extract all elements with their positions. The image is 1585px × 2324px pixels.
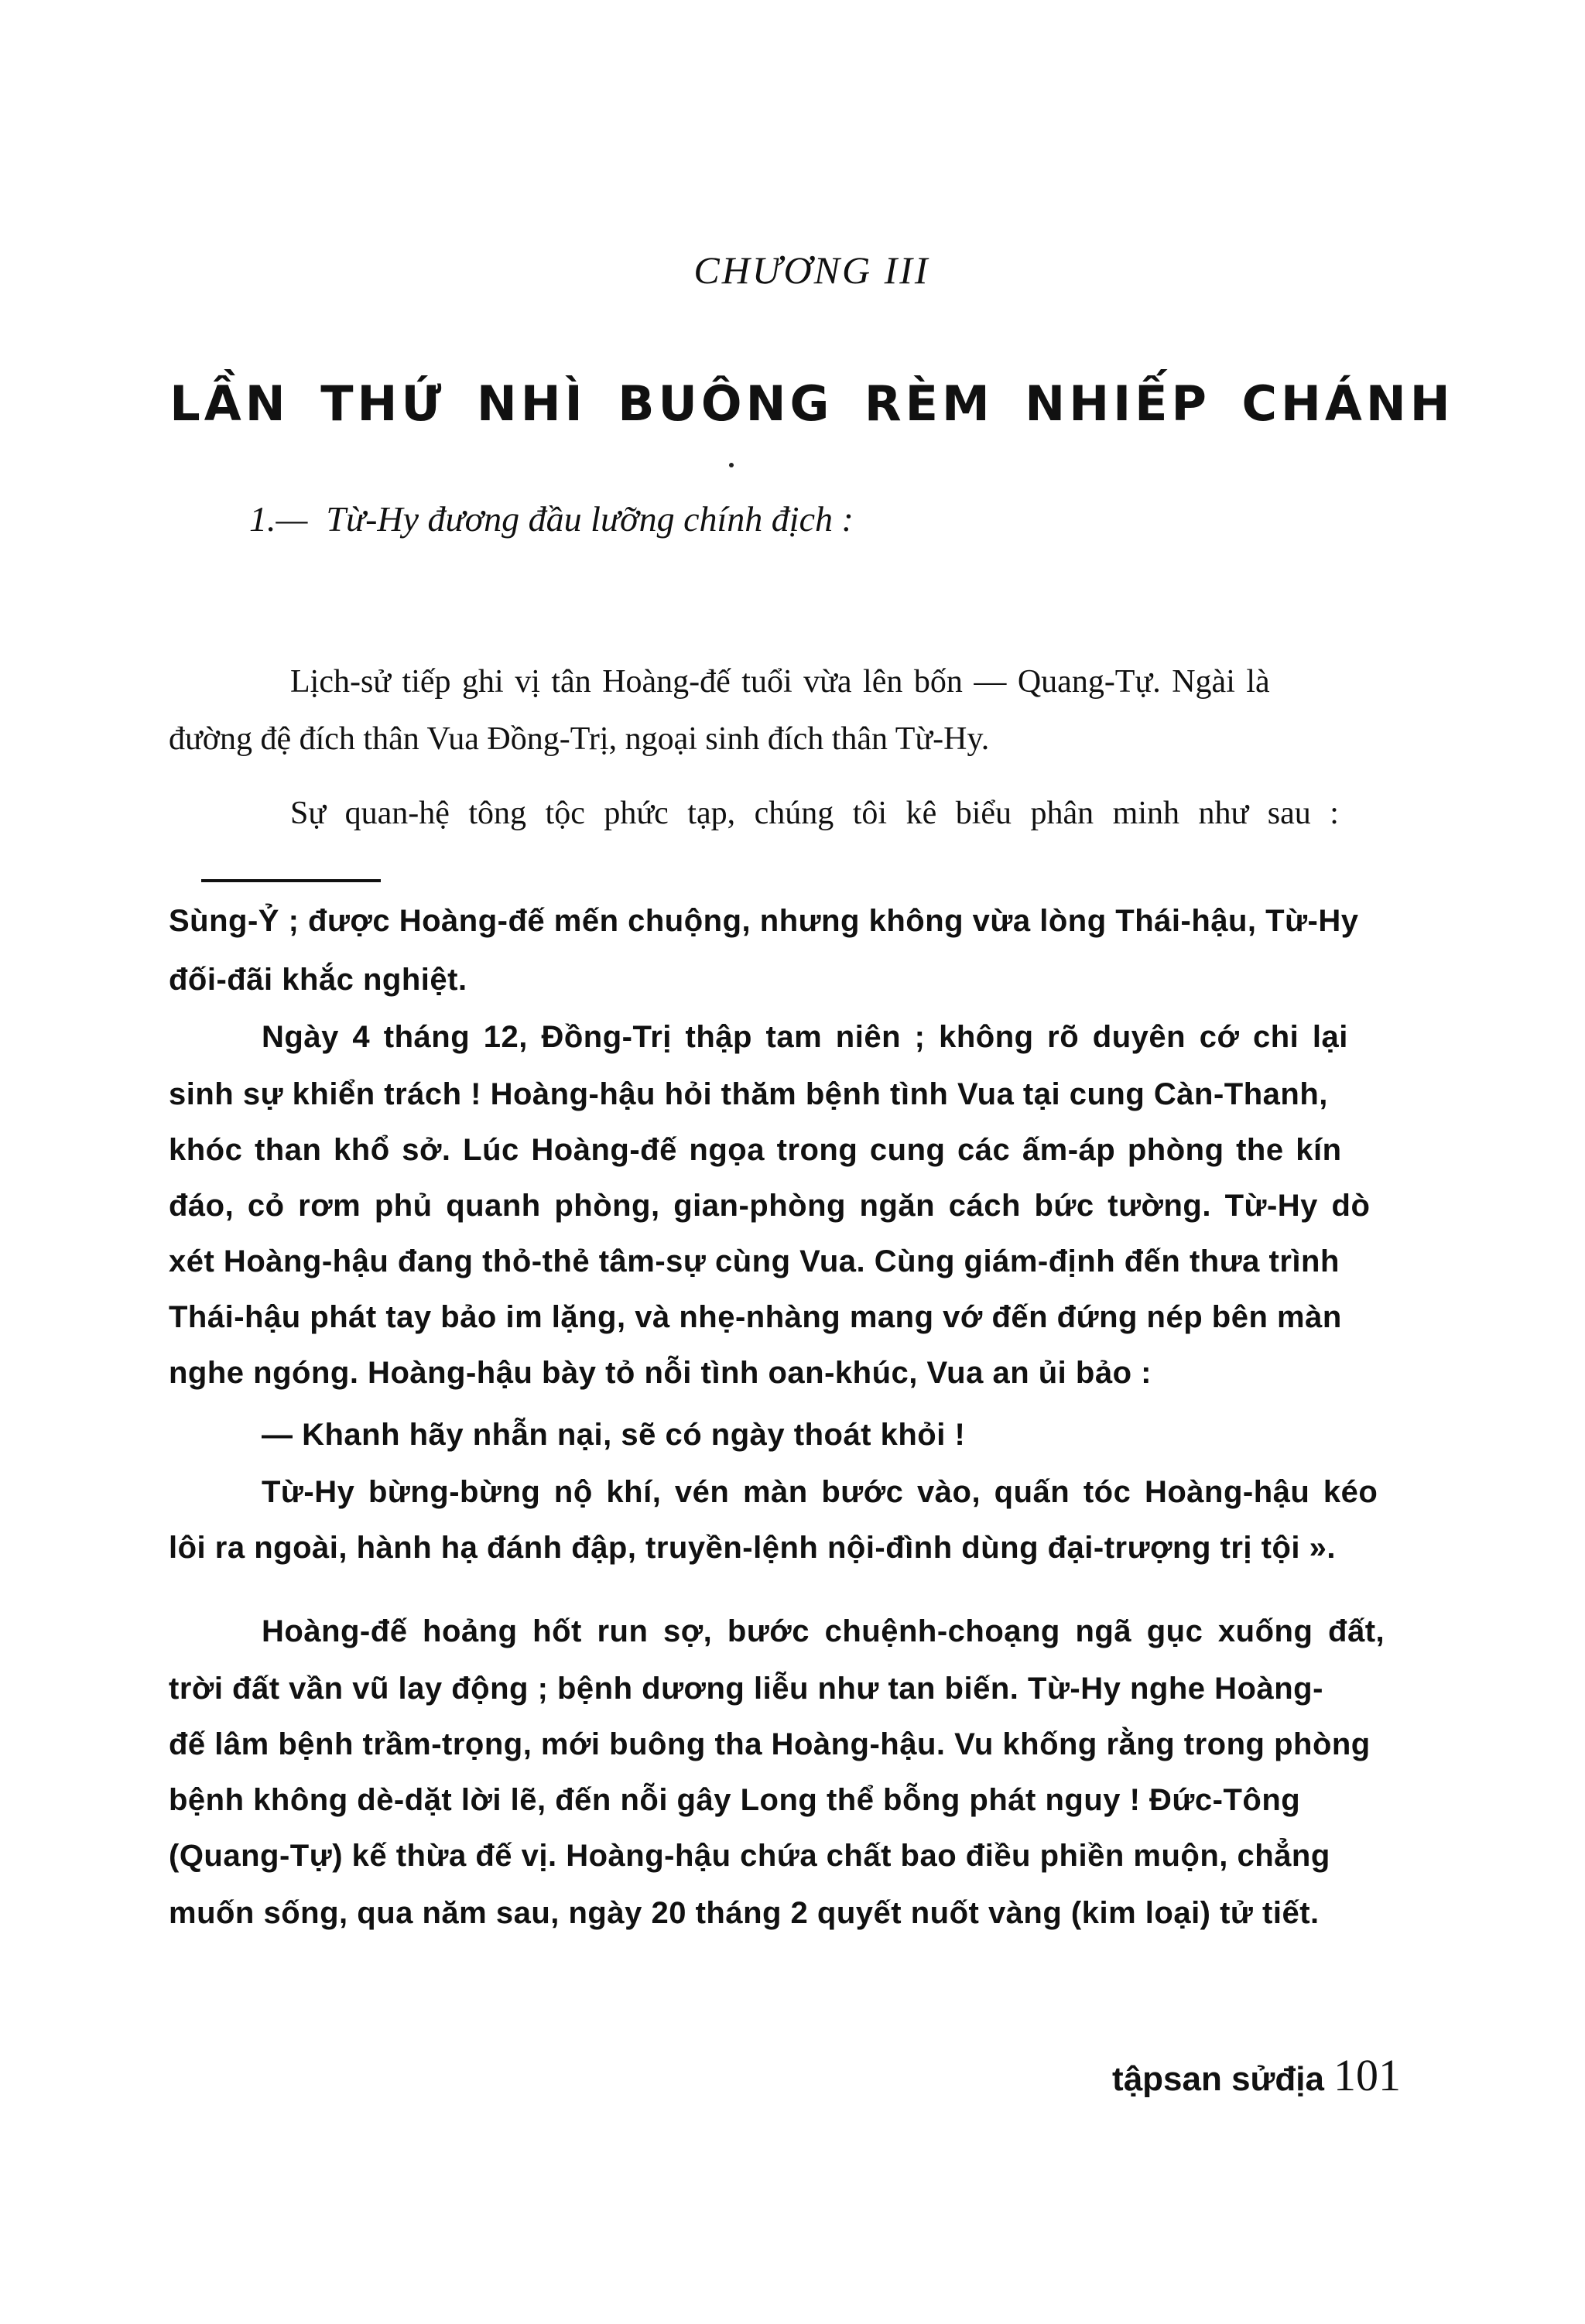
body-line: khóc than khổ sở. Lúc Hoàng-đế ngọa trong cung các ấm-áp phòng the kín	[169, 1133, 1342, 1167]
body-line: trời đất vần vũ lay động ; bệnh dương liễu như tan biến. Từ-Hy nghe Hoàng-	[169, 1672, 1323, 1706]
body-line: Từ-Hy bừng-bừng nộ khí, vén màn bước vào, quấn tóc Hoàng-hậu kéo	[262, 1475, 1378, 1509]
page-footer	[1112, 2049, 1401, 2101]
body-line: đáo, cỏ rơm phủ quanh phòng, gian-phòng ngăn cách bức tường. Từ-Hy dò	[169, 1189, 1371, 1223]
body-line: Thái-hậu phát tay bảo im lặng, và nhẹ-nhàng mang vớ đến đứng nép bên màn	[169, 1300, 1342, 1334]
decorative-dot	[729, 463, 734, 467]
footnote-rule	[201, 879, 381, 882]
body-line: muốn sống, qua năm sau, ngày 20 tháng 2 quyết nuốt vàng (kim loại) tử tiết.	[169, 1896, 1320, 1930]
chapter-label: CHƯƠNG III	[693, 248, 930, 292]
intro-line: đường đệ đích thân Vua Đồng-Trị, ngoại sinh đích thân Từ-Hy.	[169, 721, 990, 757]
intro-line: Lịch-sử tiếp ghi vị tân Hoàng-đế tuổi vừa lên bốn — Quang-Tự. Ngài là	[290, 664, 1270, 700]
body-line: lôi ra ngoài, hành hạ đánh đập, truyền-lệnh nội-đình dùng đại-trượng trị tội ».	[169, 1531, 1336, 1565]
section-heading-text: Từ-Hy đương đầu lưỡng chính địch :	[326, 499, 854, 539]
intro-line: Sự quan-hệ tông tộc phức tạp, chúng tôi kê biểu phân minh như sau :	[290, 796, 1339, 831]
body-line: Ngày 4 tháng 12, Đồng-Trị thập tam niên ; không rõ duyên cớ chi lại	[262, 1020, 1348, 1054]
body-line: xét Hoàng-hậu đang thỏ-thẻ tâm-sự cùng Vua. Cùng giám-định đến thưa trình	[169, 1244, 1340, 1278]
body-line: đối-đãi khắc nghiệt.	[169, 963, 467, 997]
publication-name: tậpsan sửđịa	[1112, 2060, 1324, 2098]
chapter-title: LẦN THỨ NHÌ BUÔNG RÈM NHIẾP CHÁNH	[169, 375, 1454, 432]
body-line: Sùng-Ỷ ; được Hoàng-đế mến chuộng, nhưng không vừa lòng Thái-hậu, Từ-Hy	[169, 904, 1359, 938]
section-number: 1.—	[249, 499, 308, 539]
body-line: — Khanh hãy nhẫn nại, sẽ có ngày thoát khỏi !	[262, 1418, 966, 1452]
body-line: nghe ngóng. Hoàng-hậu bày tỏ nỗi tình oan-khúc, Vua an ủi bảo :	[169, 1356, 1152, 1390]
body-line: sinh sự khiển trách ! Hoàng-hậu hỏi thăm bệnh tình Vua tại cung Càn-Thanh,	[169, 1077, 1328, 1111]
body-line: đế lâm bệnh trầm-trọng, mới buông tha Hoàng-hậu. Vu khống rằng trong phòng	[169, 1727, 1371, 1761]
body-line: Hoàng-đế hoảng hốt run sợ, bước chuệnh-choạng ngã gục xuống đất,	[262, 1614, 1385, 1648]
section-heading	[249, 498, 854, 539]
body-line: (Quang-Tự) kế thừa đế vị. Hoàng-hậu chứa chất bao điều phiền muộn, chẳng	[169, 1839, 1330, 1873]
page-number: 101	[1333, 2050, 1401, 2100]
body-line: bệnh không dè-dặt lời lẽ, đến nỗi gây Long thể bỗng phát nguy ! Đức-Tông	[169, 1783, 1301, 1817]
